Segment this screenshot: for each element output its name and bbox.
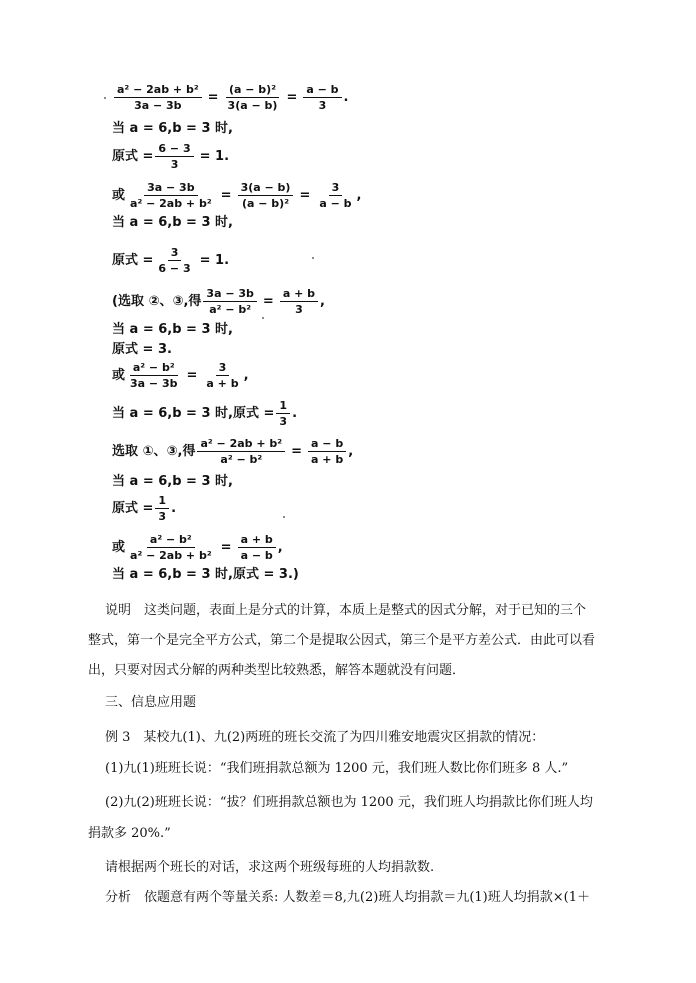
math-line-6: [112, 246, 233, 275]
punctuation: ,: [243, 367, 249, 383]
numerator: 6 − 3: [155, 142, 193, 157]
numerator: 3a − 3b: [144, 181, 197, 196]
equals-sign: =: [207, 89, 219, 105]
math-line-9: 原式 = 3.: [112, 342, 172, 357]
equals-sign: =: [299, 187, 311, 203]
expression-label: 原式 =: [112, 500, 154, 516]
scan-speck: [262, 317, 264, 319]
numerator: 3(a − b): [238, 181, 294, 196]
fraction: [197, 437, 285, 466]
expression-label: 当 a = 6,b = 3 时,原式 =: [112, 405, 275, 421]
denominator: a² − b²: [220, 453, 263, 466]
denominator: 3: [170, 158, 179, 171]
fraction: [203, 361, 241, 390]
fraction: [127, 533, 215, 562]
punctuation: ,: [348, 443, 354, 459]
punctuation: .: [292, 405, 298, 421]
numerator: 3: [168, 246, 182, 261]
fraction: [155, 142, 193, 171]
fraction: [238, 533, 276, 562]
numerator: 1: [276, 399, 290, 414]
connector-word: 或: [112, 187, 126, 203]
math-line-16: 当 a = 6,b = 3 时,原式 = 3.): [112, 567, 299, 582]
result: = 1.: [199, 252, 230, 268]
numerator: a − b: [303, 83, 341, 98]
math-line-10: [112, 361, 249, 390]
punctuation: ,: [277, 539, 283, 555]
fraction: [280, 287, 318, 316]
numerator: 3: [329, 181, 343, 196]
math-line-3: [112, 142, 233, 171]
math-line-15: [112, 533, 283, 562]
numerator: a − b: [308, 437, 346, 452]
analysis-line: 分析 依题意有两个等量关系: 人数差＝8,九(2)班人均捐款＝九(1)班人均捐款×(1＋: [105, 890, 590, 905]
equals-sign: =: [286, 89, 298, 105]
fraction: [276, 399, 290, 428]
numerator: (a − b)²: [226, 83, 279, 98]
math-line-5: 当 a = 6,b = 3 时,: [112, 215, 233, 230]
denominator: a + b: [206, 377, 239, 390]
equals-sign: =: [220, 539, 232, 555]
denominator: a² − 2ab + b²: [130, 549, 212, 562]
result: = 1.: [199, 148, 230, 164]
fraction: [155, 246, 193, 275]
selection-prefix: 选取 ①、③,得: [112, 443, 196, 459]
math-line-14: [112, 494, 176, 523]
fraction: [316, 181, 354, 210]
numerator: a + b: [238, 533, 276, 548]
math-line-2: 当 a = 6,b = 3 时,: [112, 121, 233, 136]
punctuation: ,: [356, 187, 362, 203]
math-line-7: [112, 287, 325, 316]
selection-prefix: (选取 ②、③,得: [112, 293, 202, 309]
class-2-statement-line-1: (2)九(2)班班长说：“拔？们班捐款总额也为 1200 元，我们班人均捐款比你们班人均: [105, 795, 593, 810]
denominator: a − b: [319, 197, 352, 210]
expression-label: 原式 =: [112, 148, 154, 164]
math-line-4: [112, 181, 362, 210]
denominator: 3: [279, 415, 288, 428]
explanation-line-3: 出，只要对因式分解的两种类型比较熟悉，解答本题就没有问题．: [88, 663, 466, 678]
explanation-line-2: 整式，第一个是完全平方公式，第二个是提取公因式，第三个是平方差公式．由此可以看: [88, 633, 596, 648]
fraction: [203, 287, 256, 316]
question-prompt: 请根据两个班长的对话，求这两个班级每班的人均捐款数.: [105, 860, 435, 875]
connector-word: 或: [112, 539, 126, 555]
equals-sign: =: [220, 187, 232, 203]
numerator: a² − b²: [130, 361, 178, 376]
denominator: (a − b)²: [241, 197, 290, 210]
scan-speck: [283, 516, 285, 518]
section-heading: 三、信息应用题: [105, 695, 197, 710]
denominator: 3: [318, 99, 327, 112]
fraction: [225, 83, 281, 112]
fraction: [127, 181, 215, 210]
fraction: [303, 83, 341, 112]
denominator: 3a − 3b: [134, 99, 182, 112]
denominator: a + b: [311, 453, 344, 466]
fraction: [308, 437, 346, 466]
math-line-13: 当 a = 6,b = 3 时,: [112, 474, 233, 489]
numerator: a² − b²: [147, 533, 195, 548]
denominator: 3: [158, 510, 167, 523]
denominator: 3(a − b): [227, 99, 278, 112]
class-2-statement-line-2: 捐款多 20%.”: [88, 826, 171, 841]
numerator: a + b: [280, 287, 318, 302]
class-1-statement: (1)九(1)班班长说：“我们班捐款总额为 1200 元，我们班人数比你们班多 8 人.”: [105, 761, 569, 776]
scan-speck: [104, 97, 106, 99]
numerator: 1: [155, 494, 169, 509]
equals-sign: =: [186, 367, 198, 383]
numerator: 3: [216, 361, 230, 376]
equals-sign: =: [262, 293, 274, 309]
expression-label: 原式 =: [112, 252, 154, 268]
numerator: a² − 2ab + b²: [114, 83, 202, 98]
denominator: a − b: [240, 549, 273, 562]
scan-speck: [312, 257, 314, 259]
denominator: a² − 2ab + b²: [130, 197, 212, 210]
math-line-12: [112, 437, 353, 466]
math-line-11: [112, 399, 297, 428]
fraction: [114, 83, 202, 112]
explanation-line-1: 说明 这类问题，表面上是分式的计算，本质上是整式的因式分解，对于已知的三个: [105, 603, 587, 618]
denominator: 6 − 3: [158, 262, 191, 275]
example-3-intro: 例 3 某校九(1)、九(2)两班的班长交流了为四川雅安地震灾区捐款的情况：: [105, 730, 545, 745]
fraction: [238, 181, 294, 210]
punctuation: ,: [320, 293, 325, 309]
equals-sign: =: [291, 443, 303, 459]
punctuation: .: [171, 500, 177, 516]
fraction: [155, 494, 169, 523]
punctuation: .: [343, 89, 349, 105]
fraction: [127, 361, 180, 390]
denominator: a² − b²: [209, 303, 252, 316]
connector-word: 或: [112, 367, 126, 383]
math-line-1: [112, 83, 348, 112]
denominator: 3a − 3b: [130, 377, 178, 390]
denominator: 3: [295, 303, 303, 316]
numerator: 3a − 3b: [203, 287, 256, 302]
numerator: a² − 2ab + b²: [197, 437, 285, 452]
math-line-8: 当 a = 6,b = 3 时,: [112, 322, 233, 337]
